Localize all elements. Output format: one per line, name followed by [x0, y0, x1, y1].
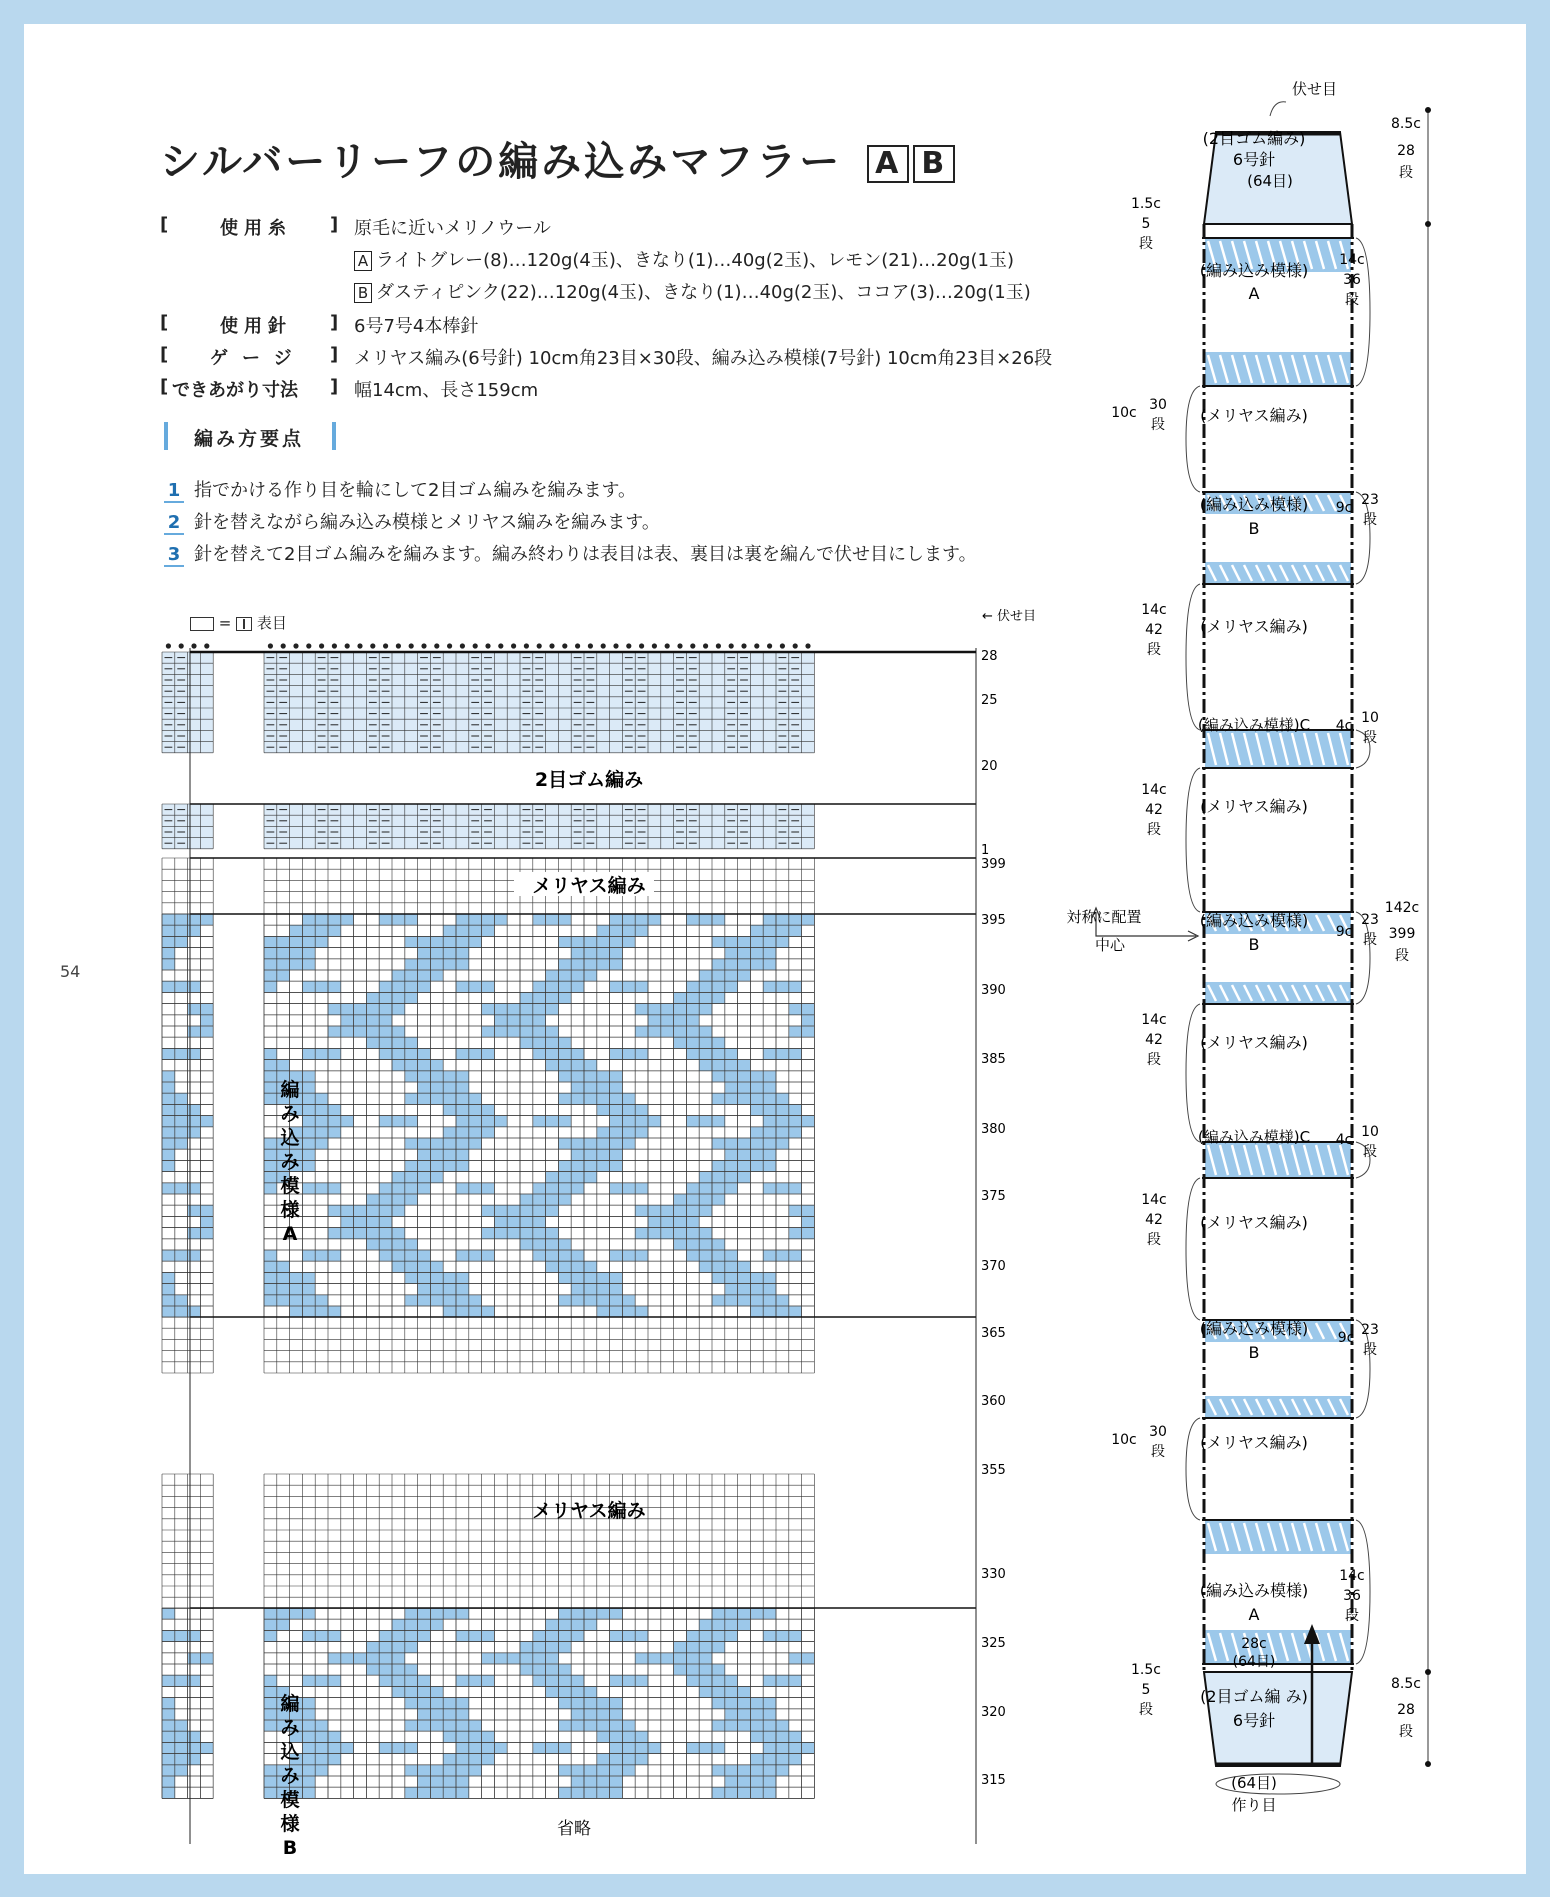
symmetric-label: 対称に配置	[1066, 908, 1142, 926]
dim-dan-3-1: 段	[1151, 417, 1165, 433]
vertical-label-char: み	[280, 1103, 300, 1125]
row-label: 380	[981, 1122, 1006, 1137]
stockinette-5: (メリヤス編み)	[1200, 1213, 1308, 1232]
vertical-label-char: 編	[280, 1693, 300, 1715]
width-64: (64目)	[1232, 1654, 1276, 1670]
row-label: 375	[981, 1189, 1006, 1204]
dim-dan-b2: 段	[1363, 932, 1377, 948]
row-label: 25	[981, 693, 998, 708]
bot-dim-3: 段	[1399, 1724, 1413, 1740]
bind-off-label: ← 伏せ目	[982, 609, 1037, 624]
dim-9c-b3: 9c	[1337, 1330, 1355, 1346]
size-value: 幅14cm、長さ159cm	[354, 380, 539, 401]
dim-30-6: 30	[1149, 1424, 1167, 1440]
legend-text: 表目	[256, 614, 287, 632]
pattern-c1-label: (編み込み模様)C	[1197, 716, 1311, 734]
yarn-b-key: B	[354, 283, 372, 303]
pattern-b1-label: (編み込み模様)	[1199, 495, 1309, 514]
bot-dim-2: 28	[1397, 1702, 1415, 1718]
pattern-c2-label: (編み込み模様)C	[1197, 1128, 1311, 1146]
row-label: 320	[981, 1705, 1006, 1720]
row-label: 20	[981, 759, 998, 774]
schem-bind-off: 伏せ目	[1292, 80, 1338, 98]
dim-dan-c1: 段	[1363, 730, 1377, 746]
dim-36-a1: 36	[1343, 272, 1361, 288]
dim-9c-b2: 9c	[1335, 924, 1353, 940]
title-text: シルバーリーフの編み込みマフラー	[160, 139, 843, 185]
schematic-body	[1092, 102, 1431, 1794]
vertical-label-char: A	[282, 1223, 298, 1245]
omitted-label: 省略	[557, 1819, 591, 1839]
step-2: 2 針を替えながら編み込み模様とメリヤス編みを編みます。	[164, 508, 660, 535]
row-label: 395	[981, 913, 1006, 928]
dim-dan-c2: 段	[1363, 1144, 1377, 1160]
row-label: 330	[981, 1567, 1006, 1582]
cast-on-64: (64目)	[1231, 1774, 1277, 1792]
dim-10c-6: 10c	[1111, 1432, 1137, 1448]
schem-top-rib-3: (64目)	[1247, 172, 1293, 190]
dim-23-b3: 23	[1361, 1322, 1379, 1338]
row-label: 360	[981, 1394, 1006, 1409]
vertical-label-char: み	[280, 1717, 300, 1739]
total-dim-3: 段	[1395, 948, 1409, 964]
row-label: 1	[981, 843, 990, 858]
dim-23-b1: 23	[1361, 492, 1379, 508]
dim-5-top: 5	[1141, 216, 1151, 232]
dim-dan-3: 段	[1147, 822, 1161, 838]
dim-14c-a1: 14c	[1339, 252, 1365, 268]
dim-dan-5: 段	[1147, 1232, 1161, 1248]
top-dim-3: 段	[1399, 165, 1413, 181]
dim-dan-3-6: 段	[1151, 1444, 1165, 1460]
pattern-b3-letter: B	[1248, 1343, 1260, 1362]
row-label: 365	[981, 1326, 1006, 1341]
dim-1-5c-top: 1.5c	[1131, 196, 1161, 212]
cast-on-label: 作り目	[1231, 1796, 1277, 1814]
dim-dan-a2: 段	[1345, 1608, 1359, 1624]
dim-dan-a1: 段	[1345, 292, 1359, 308]
yarn-a-key: A	[354, 251, 372, 271]
pattern-a1-letter: A	[1248, 284, 1260, 303]
dim-dan-bot: 段	[1139, 1702, 1153, 1718]
yarn-main: 原毛に近いメリノウール	[354, 218, 551, 239]
title-badge-b: B	[913, 145, 955, 183]
row-label: 399	[981, 857, 1006, 872]
center-label: 中心	[1094, 936, 1126, 954]
total-dim-2: 399	[1388, 926, 1416, 942]
title-badge-a: A	[867, 145, 909, 183]
stockinette-4: (メリヤス編み)	[1200, 1033, 1308, 1052]
stockinette-6: (メリヤス編み)	[1200, 1433, 1308, 1452]
total-dim-1: 142c	[1384, 900, 1420, 916]
dim-9c-b1: 9c	[1335, 500, 1353, 516]
dim-5-bot: 5	[1141, 1682, 1151, 1698]
schem-top-rib-2: 6号針	[1232, 150, 1276, 169]
rib-label: 2目ゴム編み	[534, 769, 644, 791]
gauge-value: メリヤス編み(6号針) 10cm角23目×30段、編み込み模様(7号針) 10cm角23目×26段	[354, 348, 1053, 369]
dim-1-5c-bot: 1.5c	[1131, 1662, 1161, 1678]
row-label: 355	[981, 1463, 1006, 1478]
dim-10c-1: 10c	[1111, 405, 1137, 421]
pattern-a1-label: (編み込み模様)	[1199, 261, 1309, 280]
pattern-b1-letter: B	[1248, 519, 1260, 538]
dim-36-a2: 36	[1343, 1588, 1361, 1604]
scarf-schematic	[24, 24, 1526, 1874]
bot-dim-1: 8.5c	[1391, 1676, 1421, 1692]
dim-42-3: 42	[1145, 802, 1163, 818]
top-dim-1: 8.5c	[1391, 116, 1421, 132]
dim-10-c2: 10	[1361, 1124, 1379, 1140]
vertical-label-char: 込	[280, 1127, 300, 1149]
dim-14c-a2: 14c	[1339, 1568, 1365, 1584]
dim-4c-c1: 4c	[1335, 718, 1353, 734]
schem-bottom-rib-1: (2目ゴム編 み)	[1200, 1687, 1308, 1706]
vertical-label-char: 模	[280, 1175, 300, 1197]
vertical-label-char: 編	[280, 1079, 300, 1101]
row-label: 390	[981, 983, 1006, 998]
row-label: 370	[981, 1259, 1006, 1274]
row-label: 28	[981, 649, 998, 664]
dim-10-c1: 10	[1361, 710, 1379, 726]
step-1: 1 指でかける作り目を輪にして2目ゴム編みを編みます。	[164, 476, 636, 503]
vertical-label-char: B	[282, 1837, 298, 1859]
chart-legend: = 表目	[190, 612, 287, 633]
dim-dan-4: 段	[1147, 1052, 1161, 1068]
page: シルバーリーフの編み込みマフラー A B [ 使用糸 ] 原毛に近いメリノウール A ライトグレー(8)…120g(4玉)、きなり(1)…40g(2玉)、レモン(21)…20g(1玉) B ダスティピンク(22)…120g(4玉)、きなり(1)…40g(2玉)、ココア(3)…20g(1玉) [ 使用針 ] 6号7号4本棒針 [ ゲージ ] メリヤス編み(6号針) 10cm角23目×30段、編み込み模様(7号針) 10cm角23目×26段 [ できあがり寸法 ] 幅14cm、長さ159cm 編み方要点 1 指でかける作り目を輪にして2目ゴム編みを編みます。 2 針を替えながら編み込み模様とメリヤス編みを編みます。 3 針を替えて2目ゴム編みを編みます。編み終わりは表目は表、裏目は裏を編んで伏せ目にします。 54 = 表目 ← 伏せ目 2目ゴム編み メリヤス編み メリヤス編み 省略 28 25 20 1 399 395 390 385 380 375 370 365 360 355 330 325 320 315 編 み 込 み 模 様 A 編 み 込 み 模 様 B 伏せ目 (2目ゴム編み) 6号針 (64目) 8.5c 28 段 1.5c 5 段 (編み込み模様) A 14c 36 段 (メリヤス編み) 10c 30 段 (編み込み模様) B 9c 23 段 (メリヤス編み) 14c 42 段 (編み込み模様)C 4c 10 段 (メリヤス編み) 14c 42 段 (編み込み模様) B 9c 23 段 対称に配置 中心 142c 399 段 (メリヤス編み) 14c 42 段 (編み込み模様)C 4c 10 段 (メリヤス編み) 14c 42 段 (編み込み模様) B 9c 23 段 (メリヤス編み) 10c 30 段 (編み込み模様) A 14c 36 段 28c (64目) 1.5c 5 段 (2目ゴム編 み) 6号針 8.5c 28 段 (64目) 作り目	[24, 24, 1526, 1874]
step-3: 3 針を替えて2目ゴム編みを編みます。編み終わりは表目は表、裏目は裏を編んで伏せ目にします。	[164, 540, 977, 567]
stockinette-label: メリヤス編み	[532, 875, 646, 897]
page-number: 54	[60, 962, 81, 981]
stockinette-3: (メリヤス編み)	[1200, 797, 1308, 816]
pattern-b3-label: (編み込み模様)	[1199, 1319, 1309, 1338]
vertical-label-char: 様	[280, 1813, 300, 1835]
stockinette-1: (メリヤス編み)	[1200, 406, 1308, 425]
dim-42-4: 42	[1145, 1032, 1163, 1048]
pattern-b2-label: (編み込み模様)	[1199, 911, 1309, 930]
dim-dan-2: 段	[1147, 642, 1161, 658]
pattern-a2-label: (編み込み模様)	[1199, 1581, 1309, 1600]
dim-dan-b1: 段	[1363, 512, 1377, 528]
dim-14c-2: 14c	[1141, 602, 1167, 618]
vertical-label-char: 込	[280, 1741, 300, 1763]
vertical-label-char: 様	[280, 1199, 300, 1221]
yarn-a-text: ライトグレー(8)…120g(4玉)、きなり(1)…40g(2玉)、レモン(21)…20g(1玉)	[376, 250, 1014, 271]
row-label: 385	[981, 1052, 1006, 1067]
dim-14c-4: 14c	[1141, 1012, 1167, 1028]
vertical-label-char: み	[280, 1765, 300, 1787]
dim-dan-b3: 段	[1363, 1342, 1377, 1358]
dim-42-5: 42	[1145, 1212, 1163, 1228]
schem-bottom-rib-2: 6号針	[1232, 1711, 1276, 1730]
dim-14c-3: 14c	[1141, 782, 1167, 798]
dim-4c-c2: 4c	[1335, 1132, 1353, 1148]
stockinette-label-2: メリヤス編み	[532, 1500, 646, 1522]
needle-value: 6号7号4本棒針	[354, 316, 479, 337]
dim-14c-5: 14c	[1141, 1192, 1167, 1208]
row-label: 315	[981, 1773, 1006, 1788]
stockinette-2: (メリヤス編み)	[1200, 617, 1308, 636]
schem-top-rib-1: (2目ゴム編み)	[1202, 129, 1306, 148]
dim-dan-top: 段	[1139, 236, 1153, 252]
dim-30-1: 30	[1149, 397, 1167, 413]
pattern-b2-letter: B	[1248, 935, 1260, 954]
vertical-label-char: み	[280, 1151, 300, 1173]
top-dim-2: 28	[1397, 143, 1415, 159]
row-label: 325	[981, 1636, 1006, 1651]
width-28c: 28c	[1241, 1636, 1267, 1652]
dim-42-2: 42	[1145, 622, 1163, 638]
dim-23-b2: 23	[1361, 912, 1379, 928]
vertical-label-char: 模	[280, 1789, 300, 1811]
yarn-b-text: ダスティピンク(22)…120g(4玉)、きなり(1)…40g(2玉)、ココア(3)…20g(1玉)	[376, 282, 1031, 303]
pattern-a2-letter: A	[1248, 1605, 1260, 1624]
